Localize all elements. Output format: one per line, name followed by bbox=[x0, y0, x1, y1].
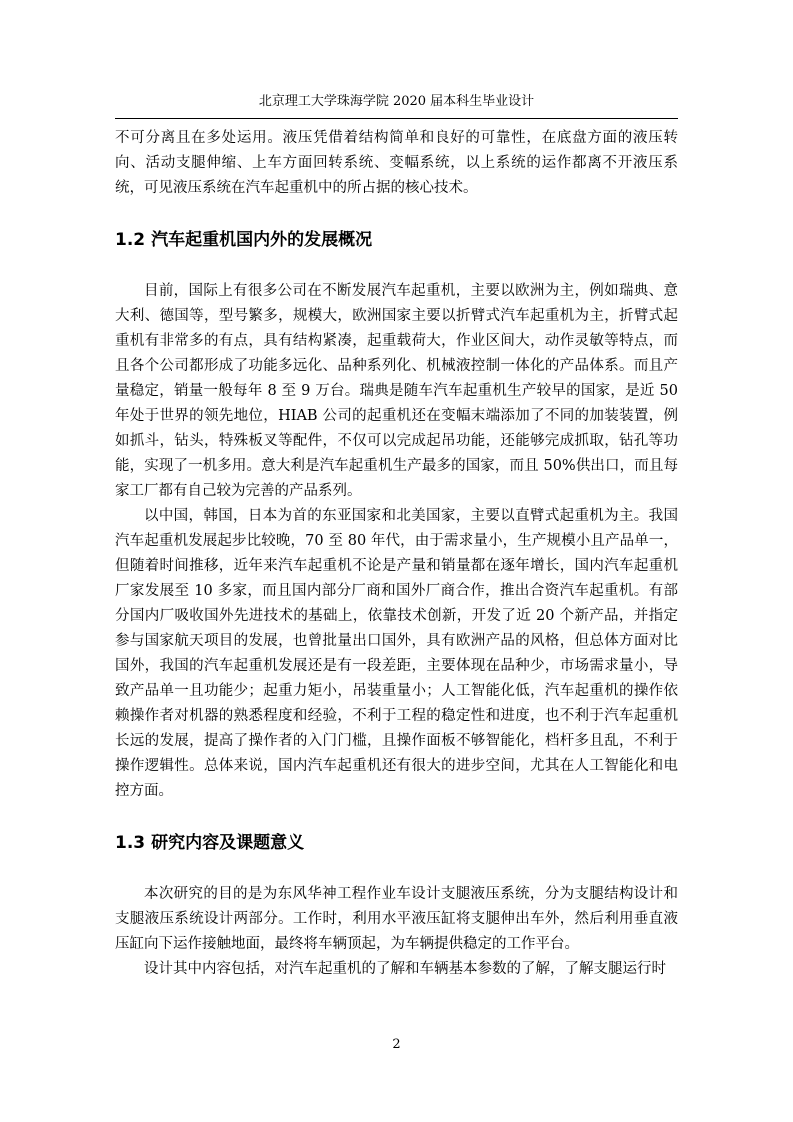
page-body bbox=[115, 126, 678, 982]
paragraph: 本次研究的目的是为东风华神工程作业车设计支腿液压系统，分为支腿结构设计和支腿液压系统设计两部分。工作时，利用水平液压缸将支腿伸出车外，然后利用垂直液压缸向下运作接触地面，最终将车辆顶起，为车辆提供稳定的工作平台。 bbox=[115, 886, 678, 952]
section-title: 汽车起重机国内外的发展概况 bbox=[151, 230, 373, 250]
section-heading-1-3 bbox=[115, 832, 678, 854]
header-rule bbox=[115, 118, 678, 119]
paragraph: 目前，国际上有很多公司在不断发展汽车起重机，主要以欧洲为主，例如瑞典、意大利、德国等，型号繁多，规模大，欧洲国家主要以折臂式汽车起重机为主，折臂式起重机有非常多的有点，具有结构紧凑，起重载荷大，作业区间大，动作灵敏等特点，而且各个公司都形成了功能多远化、品种系列化、机械液控制一体化的产品体系。而且产量稳定，销量一般每年 8 至 9 万台。瑞典是随车汽车起重机生产较早的国家，是近 50 年处于世界的领先地位，HIAB 公司的起重机还在变幅末端添加了不同的加装装置，例如抓斗，钻头，特殊板叉等配件，不仅可以完成起吊功能，还能够完成抓取，钻孔等功能，实现了一机多用。意大利是汽车起重机生产最多的国家，而且 50%供出口，而且每家工厂都有自己较为完善的产品系列。 bbox=[115, 283, 678, 499]
section-number: 1.2 bbox=[115, 230, 146, 250]
section-title: 研究内容及课题意义 bbox=[151, 833, 305, 853]
section-heading-1-2 bbox=[115, 229, 678, 251]
paragraph: 设计其中内容包括，对汽车起重机的了解和车辆基本参数的了解，了解支腿运行时 bbox=[144, 961, 666, 977]
page-number: 2 bbox=[392, 1037, 401, 1052]
paragraph-continued: 不可分离且在多处运用。液压凭借着结构简单和良好的可靠性，在底盘方面的液压转向、活动支腿伸缩、上车方面回转系统、变幅系统，以上系统的运作都离不开液压系统，可见液压系统在汽车起重机中的所占据的核心技术。 bbox=[115, 130, 678, 196]
section-number: 1.3 bbox=[115, 833, 146, 853]
running-header: 北京理工大学珠海学院 2020 届本科生毕业设计 bbox=[258, 94, 535, 109]
paragraph: 以中国，韩国，日本为首的东亚国家和北美国家，主要以直臂式起重机为主。我国汽车起重机发展起步比较晚，70 至 80 年代，由于需求量小，生产规模小且产品单一，但随着时间推移，近年来汽车起重机不论是产量和销量都在逐年增长，国内汽车起重机厂家发展至 10 多家，而且国内部分厂商和国外厂商合作，推出合资汽车起重机。有部分国内厂吸收国外先进技术的基础上，依靠技术创新，开发了近 20 个新产品，并指定参与国家航天项目的发展，也曾批量出口国外，具有欧洲产品的风格，但总体方面对比国外，我国的汽车起重机发展还是有一段差距，主要体现在品种少，市场需求量小，导致产品单一且功能少；起重力矩小，吊装重量小；人工智能化低，汽车起重机的操作依赖操作者对机器的熟悉程度和经验，不利于工程的稳定性和进度，也不利于汽车起重机长远的发展，提高了操作者的入门门槛，且操作面板不够智能化，档杆多且乱，不利于操作逻辑性。总体来说，国内汽车起重机还有很大的进步空间，尤其在人工智能化和电控方面。 bbox=[115, 508, 678, 799]
